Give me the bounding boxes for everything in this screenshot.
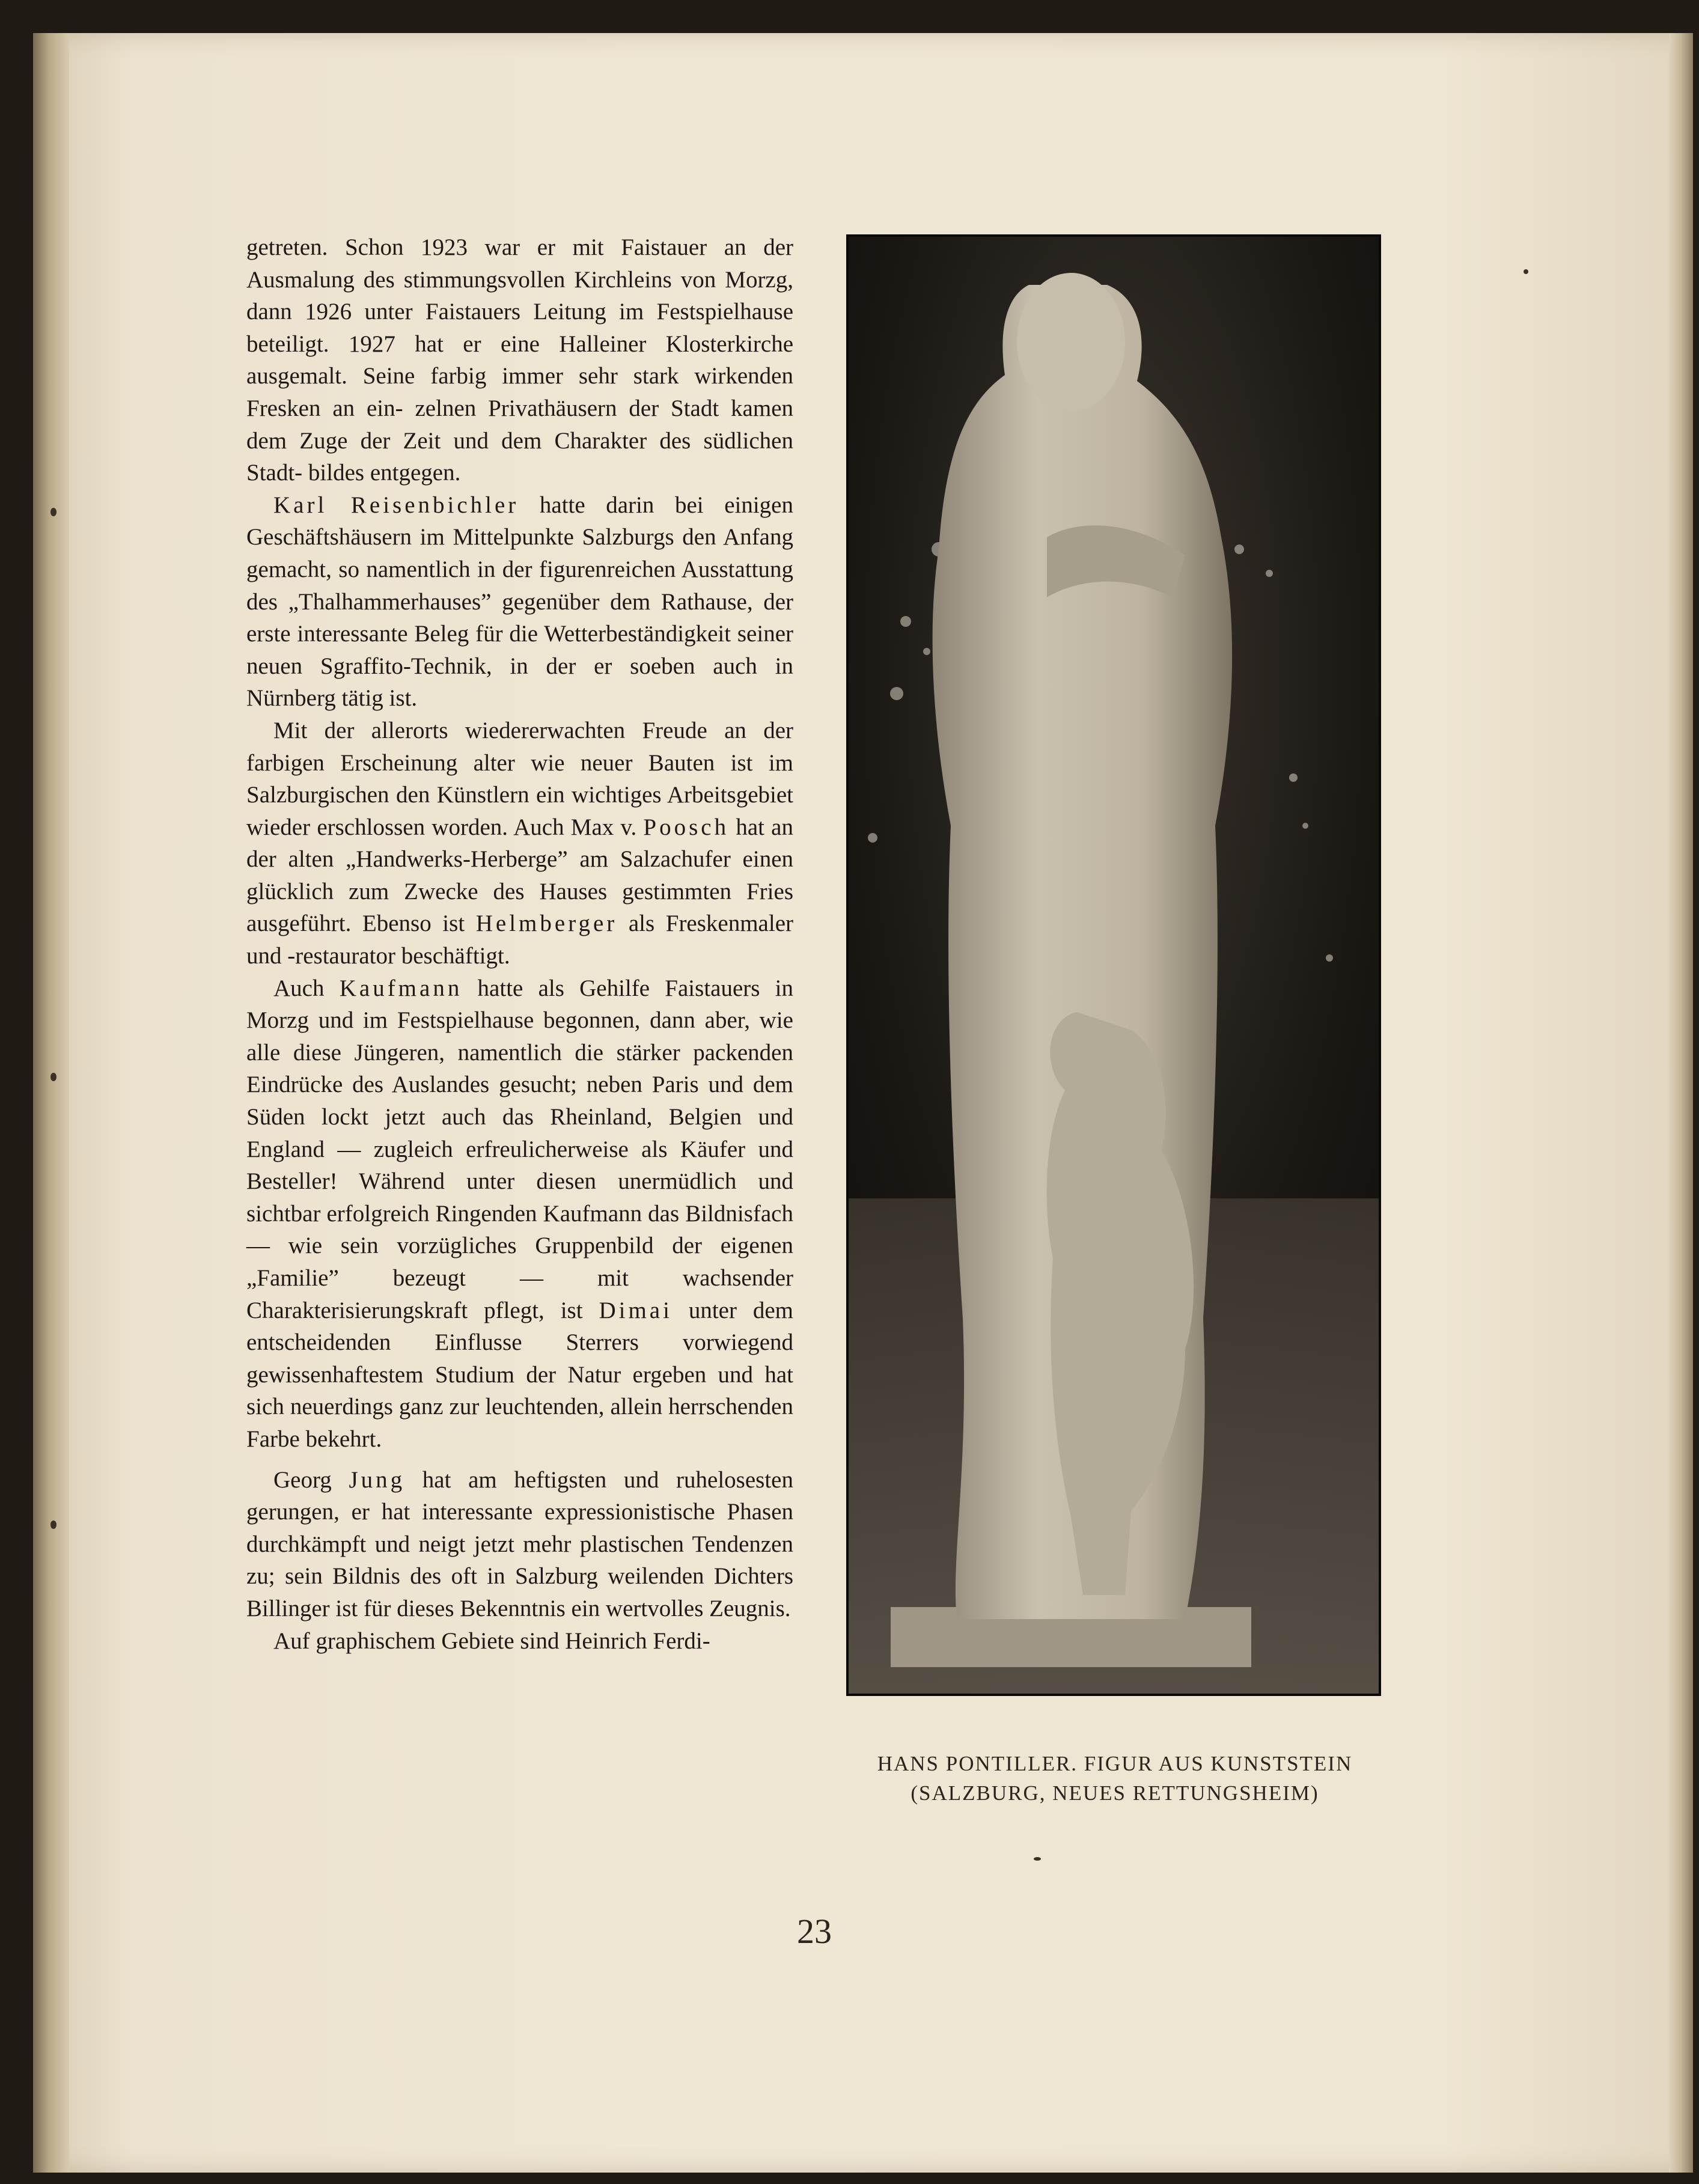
sculpture-photograph bbox=[846, 234, 1381, 1696]
paragraph-2: Karl Reisenbichler hatte darin bei einigen Geschäftshäusern im Mittelpunkte Salzburgs den Anfang gemacht, so namentlich in der figurenreichen Ausstattung des „Thalhammerhauses” gegenüber dem Rathause, der erste interessante Beleg für die Wetterbeständigkeit seiner neuen Sgraffito-Technik, in der er soeben auch in Nürnberg tätig ist. bbox=[246, 492, 793, 712]
body-text-column bbox=[246, 231, 793, 1657]
artist-name-jung: Jung bbox=[349, 1466, 406, 1493]
figure-caption bbox=[841, 1749, 1388, 1808]
artist-name-poosch: Poosch bbox=[643, 814, 730, 840]
paragraph-5: Georg Jung hat am heftigsten und ruhelosesten gerungen, er hat interessante expressionistische Phasen durchkämpft und neigt jetzt mehr plastischen Tendenzen zu; sein Bildnis des oft in Salzburg weilenden Dichters Billinger ist für dieses Bekenntnis ein wertvolles Zeugnis. bbox=[246, 1466, 793, 1621]
paragraph-4: Auch Kaufmann hatte als Gehilfe Faistauers in Morzg und im Festspielhause begonnen, dann aber, wie alle diese Jüngeren, namentlich die stärker packenden Eindrücke des Auslandes gesucht; neben Paris und dem Süden lockt jetzt auch das Rheinland, Belgien und England — zugleich erfreulicherweise als Käufer und Besteller! Während unter diesen unermüdlich und sichtbar erfolgreich Ringenden Kaufmann das Bildnisfach — wie sein vorzügliches Gruppenbild der eigenen „Familie” bezeugt — mit wachsender Charakterisierungskraft pflegt, ist Dimai unter dem entscheidenden Einflusse Sterrers vorwiegend gewissenhaftestem Studium der Natur ergeben und hat sich neuerdings ganz zur leuchtenden, allein herrschenden Farbe bekehrt. bbox=[246, 975, 794, 1452]
paper-speck bbox=[1524, 269, 1528, 274]
page-edge bbox=[1669, 33, 1693, 2173]
paragraph-6: Auf graphischem Gebiete sind Heinrich Ferdi- bbox=[273, 1627, 710, 1654]
artist-name-dimai: Dimai bbox=[599, 1297, 673, 1323]
paragraph-3: Mit der allerorts wiedererwachten Freude an der farbigen Erscheinung alter wie neuer Bauten ist im Salzburgischen den Künstlern ein wichtiges Arbeitsgebiet wieder erschlossen worden. Auch Max v. Poosch hat an der alten „Handwerks-Herberge” am Salzachufer einen glücklich zum Zwecke des Hauses gestimmten Fries ausgeführt. Ebenso ist Helmberger als Freskenmaler und -restaurator beschäftigt. bbox=[246, 717, 794, 969]
artist-name-helmberger: Helmberger bbox=[475, 911, 618, 937]
paragraph-1: getreten. Schon 1923 war er mit Faistauer an der Ausmalung des stimmungsvollen Kirchleins von Morzg, dann 1926 unter Faistauers Leitung im Festspielhause beteiligt. 1927 hat er eine Halleiner Klosterkirche ausgemalt. Seine farbig immer sehr stark wirkenden Fresken an ein- zelnen Privathäusern der Stadt kamen dem Zuge der Zeit und dem Charakter des südlichen Stadt- bildes entgegen. bbox=[246, 234, 794, 486]
binding-mark bbox=[50, 508, 56, 516]
caption-line-1: HANS PONTILLER. FIGUR AUS KUNSTSTEIN bbox=[877, 1752, 1353, 1775]
artist-name-kaufmann: Kaufmann bbox=[339, 975, 463, 1001]
artist-name-reisenbichler: Karl Reisenbichler bbox=[273, 492, 519, 518]
book-gutter bbox=[33, 33, 69, 2173]
statue-image bbox=[849, 237, 1379, 1694]
page-number: 23 bbox=[797, 1912, 832, 1951]
binding-mark bbox=[50, 1073, 56, 1081]
statue-head bbox=[1017, 273, 1125, 411]
paper-speck bbox=[1034, 1857, 1041, 1861]
caption-line-2: (SALZBURG, NEUES RETTUNGSHEIM) bbox=[911, 1781, 1319, 1805]
binding-mark bbox=[50, 1521, 56, 1529]
